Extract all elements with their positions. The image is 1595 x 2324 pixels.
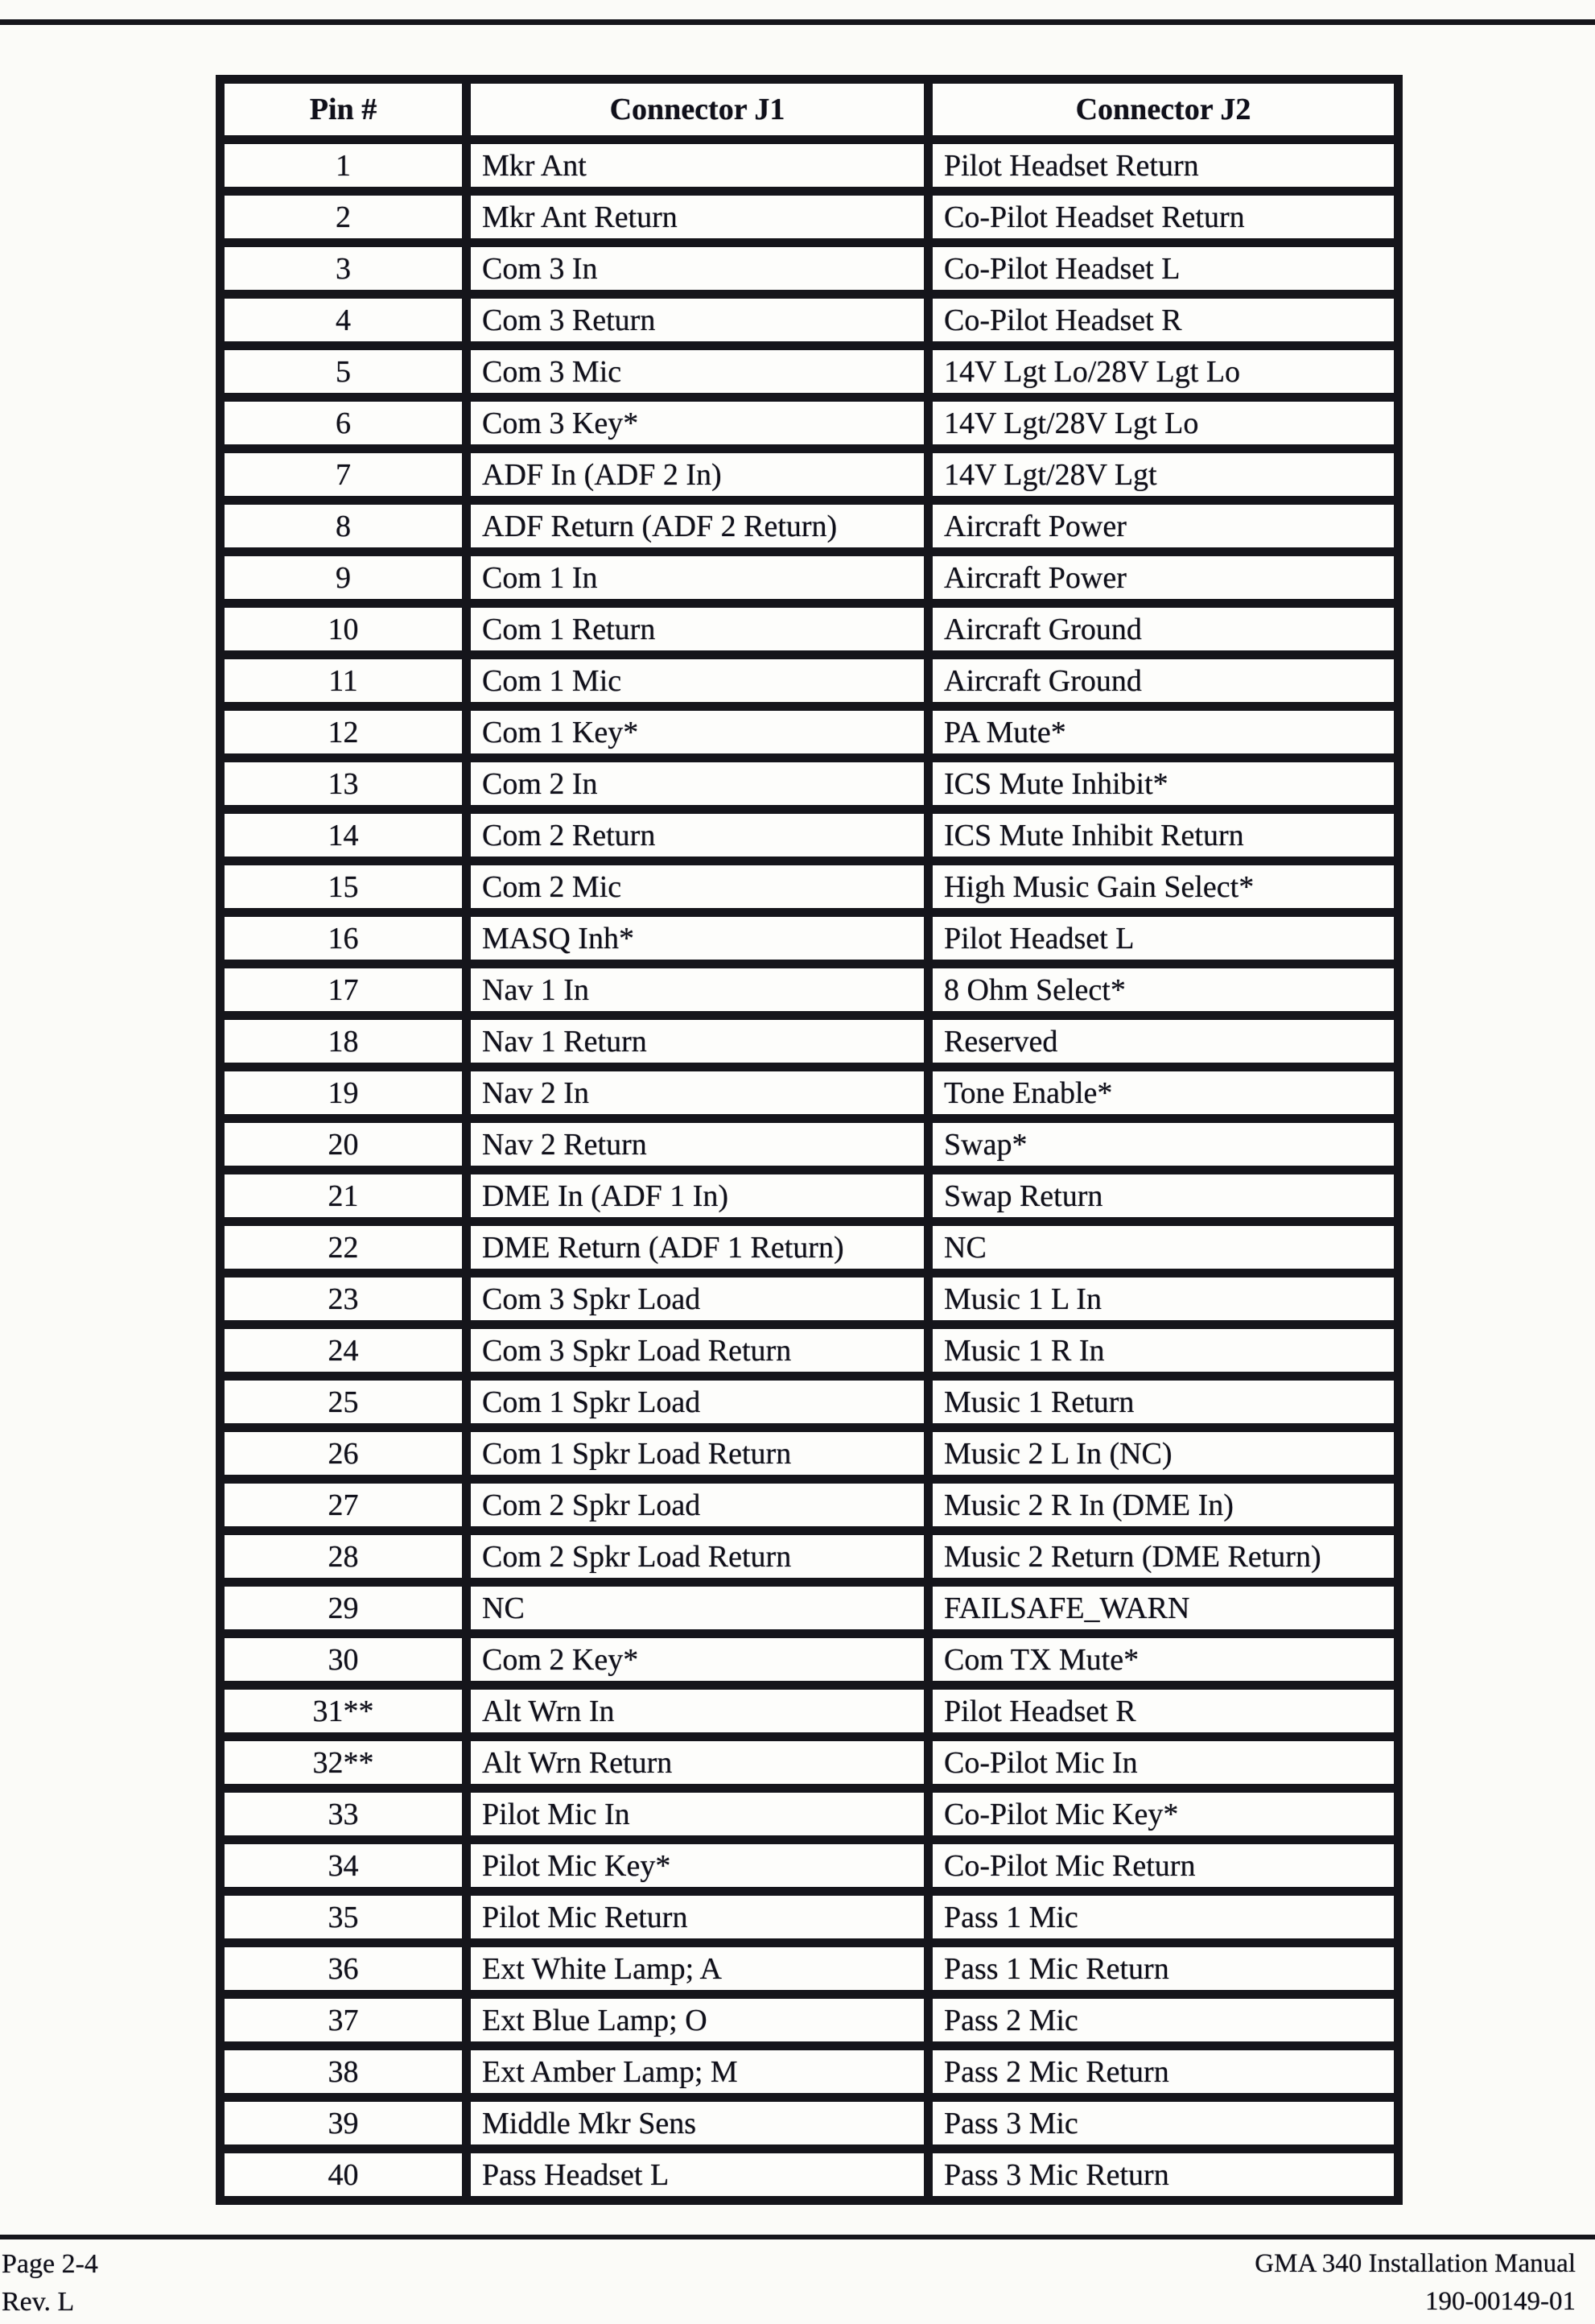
connector-j2-cell: Co-Pilot Headset R xyxy=(929,295,1399,346)
pin-number-cell: 7 xyxy=(220,449,467,501)
table-row xyxy=(220,758,1399,810)
connector-j2-cell: Music 2 R In (DME In) xyxy=(929,1480,1399,1531)
connector-j1-cell: Ext White Lamp; A xyxy=(467,1943,929,1995)
footer-left xyxy=(2,2245,98,2321)
connector-j1-cell: MASQ Inh* xyxy=(467,913,929,964)
pin-number-cell: 5 xyxy=(220,346,467,398)
connector-j1-cell: ADF In (ADF 2 In) xyxy=(467,449,929,501)
pin-number-cell: 21 xyxy=(220,1170,467,1222)
connector-j1-cell: Mkr Ant Return xyxy=(467,192,929,243)
table-row xyxy=(220,1428,1399,1480)
connector-j2-cell: Swap* xyxy=(929,1119,1399,1170)
connector-j2-cell: Pass 3 Mic xyxy=(929,2098,1399,2149)
table-row xyxy=(220,861,1399,913)
pin-number-cell: 28 xyxy=(220,1531,467,1583)
connector-j2-cell: Pass 3 Mic Return xyxy=(929,2149,1399,2201)
connector-j1-cell: Nav 2 In xyxy=(467,1067,929,1119)
connector-j1-cell: Com 1 Return xyxy=(467,604,929,655)
table-row xyxy=(220,964,1399,1016)
table-row xyxy=(220,707,1399,758)
connector-j1-cell: Com 2 Key* xyxy=(467,1634,929,1686)
table-row xyxy=(220,449,1399,501)
connector-j1-cell: Com 2 Mic xyxy=(467,861,929,913)
table-row xyxy=(220,552,1399,604)
connector-j2-cell: Pass 2 Mic Return xyxy=(929,2046,1399,2098)
connector-j2-cell: Aircraft Ground xyxy=(929,604,1399,655)
table-row xyxy=(220,140,1399,192)
table-row xyxy=(220,1016,1399,1067)
pin-number-cell: 14 xyxy=(220,810,467,861)
table-row xyxy=(220,1273,1399,1325)
table-row xyxy=(220,1531,1399,1583)
connector-j1-cell: Alt Wrn Return xyxy=(467,1737,929,1789)
table-row xyxy=(220,2046,1399,2098)
connector-j1-cell: Com 3 Spkr Load Return xyxy=(467,1325,929,1377)
connector-j2-cell: NC xyxy=(929,1222,1399,1273)
table-row xyxy=(220,1067,1399,1119)
connector-j2-cell: 14V Lgt/28V Lgt Lo xyxy=(929,398,1399,449)
connector-j2-cell: ICS Mute Inhibit* xyxy=(929,758,1399,810)
connector-j1-cell: Com 3 Return xyxy=(467,295,929,346)
table-header-row xyxy=(220,80,1399,140)
pin-number-cell: 29 xyxy=(220,1583,467,1634)
pin-number-cell: 2 xyxy=(220,192,467,243)
connector-j2-cell: ICS Mute Inhibit Return xyxy=(929,810,1399,861)
connector-j2-cell: 8 Ohm Select* xyxy=(929,964,1399,1016)
pin-number-cell: 27 xyxy=(220,1480,467,1531)
connector-j1-cell: Com 1 Spkr Load xyxy=(467,1377,929,1428)
pin-number-cell: 3 xyxy=(220,243,467,295)
table-row xyxy=(220,1325,1399,1377)
table-row xyxy=(220,1377,1399,1428)
table-row xyxy=(220,1222,1399,1273)
connector-j1-cell: Com 1 In xyxy=(467,552,929,604)
pin-number-cell: 10 xyxy=(220,604,467,655)
pin-number-cell: 6 xyxy=(220,398,467,449)
column-header-pin: Pin # xyxy=(220,80,467,140)
connector-j1-cell: Nav 1 Return xyxy=(467,1016,929,1067)
footer-right xyxy=(1255,2245,1576,2321)
table-row xyxy=(220,2149,1399,2201)
connector-j1-cell: Com 1 Key* xyxy=(467,707,929,758)
connector-j1-cell: DME Return (ADF 1 Return) xyxy=(467,1222,929,1273)
pin-number-cell: 38 xyxy=(220,2046,467,2098)
connector-j1-cell: Com 2 Return xyxy=(467,810,929,861)
connector-j1-cell: NC xyxy=(467,1583,929,1634)
table-row xyxy=(220,1119,1399,1170)
table-row xyxy=(220,192,1399,243)
connector-j2-cell: 14V Lgt Lo/28V Lgt Lo xyxy=(929,346,1399,398)
pin-number-cell: 40 xyxy=(220,2149,467,2201)
pin-number-cell: 19 xyxy=(220,1067,467,1119)
table-row xyxy=(220,1686,1399,1737)
table-row xyxy=(220,810,1399,861)
revision: Rev. L xyxy=(2,2287,75,2317)
connector-j2-cell: High Music Gain Select* xyxy=(929,861,1399,913)
pin-number-cell: 15 xyxy=(220,861,467,913)
connector-j1-cell: Pilot Mic Key* xyxy=(467,1840,929,1892)
table-row xyxy=(220,243,1399,295)
connector-j2-cell: Co-Pilot Mic In xyxy=(929,1737,1399,1789)
connector-j2-cell: Com TX Mute* xyxy=(929,1634,1399,1686)
connector-j1-cell: Nav 2 Return xyxy=(467,1119,929,1170)
pin-number-cell: 9 xyxy=(220,552,467,604)
connector-j2-cell: Aircraft Power xyxy=(929,552,1399,604)
connector-j1-cell: Com 2 Spkr Load xyxy=(467,1480,929,1531)
connector-j1-cell: Ext Amber Lamp; M xyxy=(467,2046,929,2098)
pin-number-cell: 13 xyxy=(220,758,467,810)
connector-j2-cell: Music 1 Return xyxy=(929,1377,1399,1428)
connector-j2-cell: Pilot Headset L xyxy=(929,913,1399,964)
pin-connector-table xyxy=(216,75,1403,2205)
connector-j1-cell: DME In (ADF 1 In) xyxy=(467,1170,929,1222)
connector-j2-cell: Co-Pilot Headset L xyxy=(929,243,1399,295)
table-row xyxy=(220,2098,1399,2149)
pin-number-cell: 18 xyxy=(220,1016,467,1067)
connector-j2-cell: Pilot Headset R xyxy=(929,1686,1399,1737)
table-row xyxy=(220,295,1399,346)
connector-j1-cell: Com 3 Mic xyxy=(467,346,929,398)
page-number: Page 2-4 xyxy=(2,2249,98,2279)
pin-number-cell: 35 xyxy=(220,1892,467,1943)
connector-j2-cell: Aircraft Ground xyxy=(929,655,1399,707)
pin-number-cell: 31** xyxy=(220,1686,467,1737)
table-row xyxy=(220,1737,1399,1789)
pin-number-cell: 26 xyxy=(220,1428,467,1480)
table-row xyxy=(220,1995,1399,2046)
footer-rule xyxy=(0,2235,1595,2239)
pin-number-cell: 8 xyxy=(220,501,467,552)
connector-j2-cell: 14V Lgt/28V Lgt xyxy=(929,449,1399,501)
connector-j1-cell: Pilot Mic In xyxy=(467,1789,929,1840)
connector-j2-cell: Music 1 L In xyxy=(929,1273,1399,1325)
table-row xyxy=(220,501,1399,552)
connector-j2-cell: Aircraft Power xyxy=(929,501,1399,552)
table-row xyxy=(220,604,1399,655)
pin-number-cell: 11 xyxy=(220,655,467,707)
connector-j1-cell: Com 1 Mic xyxy=(467,655,929,707)
pin-number-cell: 17 xyxy=(220,964,467,1016)
pin-number-cell: 37 xyxy=(220,1995,467,2046)
connector-j2-cell: Reserved xyxy=(929,1016,1399,1067)
connector-j1-cell: Pilot Mic Return xyxy=(467,1892,929,1943)
pin-number-cell: 39 xyxy=(220,2098,467,2149)
pin-number-cell: 20 xyxy=(220,1119,467,1170)
connector-j1-cell: Com 2 In xyxy=(467,758,929,810)
pin-number-cell: 34 xyxy=(220,1840,467,1892)
top-rule xyxy=(0,19,1595,25)
table-row xyxy=(220,1634,1399,1686)
connector-j2-cell: Music 2 Return (DME Return) xyxy=(929,1531,1399,1583)
table-row xyxy=(220,1583,1399,1634)
column-header-connector-j1: Connector J1 xyxy=(467,80,929,140)
connector-j1-cell: Com 1 Spkr Load Return xyxy=(467,1428,929,1480)
connector-j1-cell: Ext Blue Lamp; O xyxy=(467,1995,929,2046)
pin-number-cell: 32** xyxy=(220,1737,467,1789)
connector-j2-cell: PA Mute* xyxy=(929,707,1399,758)
table-row xyxy=(220,655,1399,707)
connector-j1-cell: Nav 1 In xyxy=(467,964,929,1016)
table-row xyxy=(220,1943,1399,1995)
connector-j2-cell: Music 1 R In xyxy=(929,1325,1399,1377)
table-row xyxy=(220,913,1399,964)
connector-j1-cell: Com 3 Spkr Load xyxy=(467,1273,929,1325)
connector-j1-cell: Com 3 Key* xyxy=(467,398,929,449)
pin-number-cell: 24 xyxy=(220,1325,467,1377)
manual-title: GMA 340 Installation Manual xyxy=(1255,2249,1576,2278)
table-row xyxy=(220,1892,1399,1943)
table-row xyxy=(220,1170,1399,1222)
connector-j2-cell: Co-Pilot Headset Return xyxy=(929,192,1399,243)
connector-j2-cell: Co-Pilot Mic Return xyxy=(929,1840,1399,1892)
pin-number-cell: 4 xyxy=(220,295,467,346)
connector-j2-cell: Co-Pilot Mic Key* xyxy=(929,1789,1399,1840)
connector-j2-cell: Pilot Headset Return xyxy=(929,140,1399,192)
table-row xyxy=(220,398,1399,449)
pin-number-cell: 36 xyxy=(220,1943,467,1995)
connector-j1-cell: Alt Wrn In xyxy=(467,1686,929,1737)
table-row xyxy=(220,1480,1399,1531)
connector-j2-cell: Pass 1 Mic xyxy=(929,1892,1399,1943)
connector-j1-cell: Com 2 Spkr Load Return xyxy=(467,1531,929,1583)
pin-number-cell: 33 xyxy=(220,1789,467,1840)
connector-j1-cell: Com 3 In xyxy=(467,243,929,295)
pin-number-cell: 1 xyxy=(220,140,467,192)
connector-j2-cell: Pass 1 Mic Return xyxy=(929,1943,1399,1995)
pin-number-cell: 12 xyxy=(220,707,467,758)
column-header-connector-j2: Connector J2 xyxy=(929,80,1399,140)
table-row xyxy=(220,346,1399,398)
pin-number-cell: 23 xyxy=(220,1273,467,1325)
connector-j2-cell: Pass 2 Mic xyxy=(929,1995,1399,2046)
pin-number-cell: 16 xyxy=(220,913,467,964)
connector-j1-cell: Pass Headset L xyxy=(467,2149,929,2201)
connector-j2-cell: Music 2 L In (NC) xyxy=(929,1428,1399,1480)
connector-j1-cell: Mkr Ant xyxy=(467,140,929,192)
connector-j1-cell: Middle Mkr Sens xyxy=(467,2098,929,2149)
table-row xyxy=(220,1840,1399,1892)
pin-number-cell: 22 xyxy=(220,1222,467,1273)
table-row xyxy=(220,1789,1399,1840)
connector-j1-cell: ADF Return (ADF 2 Return) xyxy=(467,501,929,552)
connector-j2-cell: FAILSAFE_WARN xyxy=(929,1583,1399,1634)
pin-number-cell: 30 xyxy=(220,1634,467,1686)
part-number: 190-00149-01 xyxy=(1425,2287,1576,2316)
pin-number-cell: 25 xyxy=(220,1377,467,1428)
connector-j2-cell: Swap Return xyxy=(929,1170,1399,1222)
connector-j2-cell: Tone Enable* xyxy=(929,1067,1399,1119)
